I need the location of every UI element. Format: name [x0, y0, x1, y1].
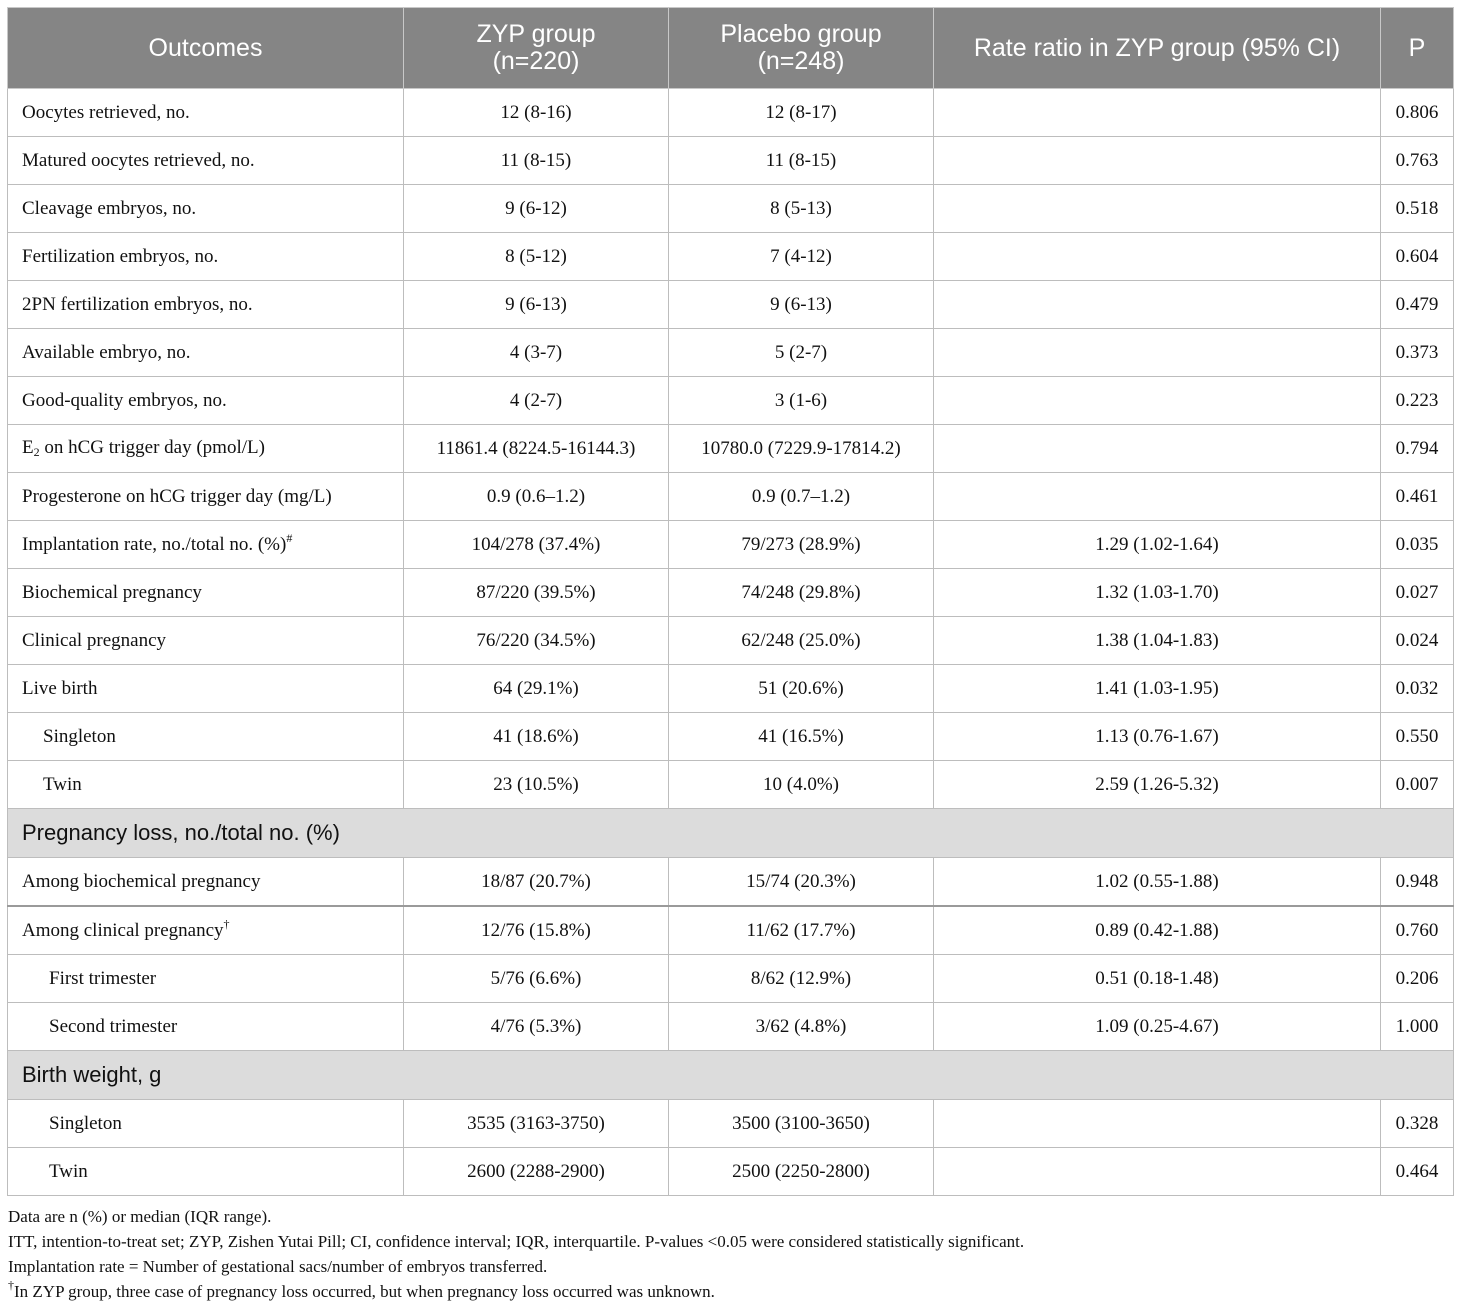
table-row — [8, 185, 1454, 233]
zyp-value: 64 (29.1%) — [404, 665, 669, 713]
rate-ratio-value — [934, 377, 1381, 425]
row-label: Twin — [8, 761, 404, 809]
rate-ratio-value: 1.29 (1.02-1.64) — [934, 521, 1381, 569]
p-value: 0.518 — [1381, 185, 1454, 233]
placebo-value: 11/62 (17.7%) — [669, 906, 934, 955]
zyp-value: 4/76 (5.3%) — [404, 1003, 669, 1051]
placebo-value: 3/62 (4.8%) — [669, 1003, 934, 1051]
footnote-line: Implantation rate = Number of gestational sacs/number of embryos transferred. — [8, 1257, 548, 1276]
table-row — [8, 617, 1454, 665]
footnote-mark: # — [286, 530, 293, 545]
rate-ratio-value — [934, 233, 1381, 281]
p-value: 0.007 — [1381, 761, 1454, 809]
rate-ratio-value — [934, 329, 1381, 377]
row-label — [8, 521, 404, 569]
rate-ratio-value — [934, 1148, 1381, 1196]
table-row — [8, 858, 1454, 907]
zyp-value: 12 (8-16) — [404, 89, 669, 137]
table-row — [8, 281, 1454, 329]
rate-ratio-value: 0.51 (0.18-1.48) — [934, 955, 1381, 1003]
header-placebo-line1: Placebo group — [720, 20, 882, 48]
zyp-value: 4 (3-7) — [404, 329, 669, 377]
placebo-value: 10780.0 (7229.9-17814.2) — [669, 425, 934, 473]
p-value: 0.948 — [1381, 858, 1454, 907]
table-row — [8, 761, 1454, 809]
rate-ratio-value: 1.32 (1.03-1.70) — [934, 569, 1381, 617]
row-label: Biochemical pregnancy — [8, 569, 404, 617]
zyp-value: 23 (10.5%) — [404, 761, 669, 809]
row-label-suffix: on hCG trigger day (pmol/L) — [39, 437, 265, 458]
row-label: Twin — [8, 1148, 404, 1196]
header-placebo-group — [669, 8, 934, 89]
table-row — [8, 425, 1454, 473]
rate-ratio-value — [934, 473, 1381, 521]
placebo-value: 0.9 (0.7–1.2) — [669, 473, 934, 521]
rate-ratio-value — [934, 137, 1381, 185]
rate-ratio-value: 1.41 (1.03-1.95) — [934, 665, 1381, 713]
rate-ratio-value: 0.89 (0.42-1.88) — [934, 906, 1381, 955]
placebo-value: 8/62 (12.9%) — [669, 955, 934, 1003]
p-value: 0.550 — [1381, 713, 1454, 761]
table-row — [8, 665, 1454, 713]
table-row — [8, 233, 1454, 281]
placebo-value: 3 (1-6) — [669, 377, 934, 425]
p-value: 0.763 — [1381, 137, 1454, 185]
p-value: 0.328 — [1381, 1100, 1454, 1148]
p-value: 0.032 — [1381, 665, 1454, 713]
rate-ratio-value — [934, 425, 1381, 473]
section-title: Pregnancy loss, no./total no. (%) — [8, 809, 1454, 858]
placebo-value: 12 (8-17) — [669, 89, 934, 137]
header-p — [1381, 8, 1454, 89]
footnote-line: Data are n (%) or median (IQR range). — [8, 1207, 272, 1226]
placebo-value: 5 (2-7) — [669, 329, 934, 377]
rate-ratio-value — [934, 281, 1381, 329]
header-placebo-line2: (n=248) — [757, 47, 845, 75]
table-row — [8, 569, 1454, 617]
table-row — [8, 1100, 1454, 1148]
footnote-line: ITT, intention-to-treat set; ZYP, Zishen Yutai Pill; CI, confidence interval; IQR, interquartile. P-values <0.05 were considered statistically significant. — [8, 1232, 1025, 1251]
p-value: 0.206 — [1381, 955, 1454, 1003]
table-row — [8, 1003, 1454, 1051]
zyp-value: 12/76 (15.8%) — [404, 906, 669, 955]
placebo-value: 7 (4-12) — [669, 233, 934, 281]
outcomes-table-container — [7, 7, 1453, 1304]
zyp-value: 8 (5-12) — [404, 233, 669, 281]
p-value: 0.794 — [1381, 425, 1454, 473]
placebo-value: 9 (6-13) — [669, 281, 934, 329]
zyp-value: 2600 (2288-2900) — [404, 1148, 669, 1196]
row-label: Singleton — [8, 713, 404, 761]
header-zyp-line1: ZYP group — [476, 20, 596, 48]
placebo-value: 3500 (3100-3650) — [669, 1100, 934, 1148]
row-label: Singleton — [8, 1100, 404, 1148]
row-label: 2PN fertilization embryos, no. — [8, 281, 404, 329]
zyp-value: 11861.4 (8224.5-16144.3) — [404, 425, 669, 473]
row-label — [8, 425, 404, 473]
zyp-value: 18/87 (20.7%) — [404, 858, 669, 907]
zyp-value: 41 (18.6%) — [404, 713, 669, 761]
footnote-mark: † — [223, 916, 230, 931]
table-row — [8, 713, 1454, 761]
zyp-value: 3535 (3163-3750) — [404, 1100, 669, 1148]
table-row — [8, 89, 1454, 137]
header-outcomes-text: Outcomes — [148, 33, 263, 62]
row-label: Matured oocytes retrieved, no. — [8, 137, 404, 185]
placebo-value: 51 (20.6%) — [669, 665, 934, 713]
row-label-text: Implantation rate, no./total no. (%) — [22, 533, 287, 555]
p-value: 0.479 — [1381, 281, 1454, 329]
table-row — [8, 473, 1454, 521]
header-zyp-line2: (n=220) — [492, 47, 580, 75]
section-row-birth-weight — [8, 1051, 1454, 1100]
zyp-value: 9 (6-12) — [404, 185, 669, 233]
row-label — [8, 906, 404, 955]
rate-ratio-value — [934, 1100, 1381, 1148]
footnote-line — [8, 1279, 1453, 1304]
table-row — [8, 377, 1454, 425]
p-value: 0.760 — [1381, 906, 1454, 955]
rate-ratio-value: 1.02 (0.55-1.88) — [934, 858, 1381, 907]
table-header — [8, 8, 1454, 89]
rate-ratio-value: 1.13 (0.76-1.67) — [934, 713, 1381, 761]
section-title: Birth weight, g — [8, 1051, 1454, 1100]
row-label: Live birth — [8, 665, 404, 713]
p-value: 0.024 — [1381, 617, 1454, 665]
rate-ratio-value — [934, 185, 1381, 233]
placebo-value: 15/74 (20.3%) — [669, 858, 934, 907]
row-label: Good-quality embryos, no. — [8, 377, 404, 425]
row-label: Cleavage embryos, no. — [8, 185, 404, 233]
table-footnotes — [7, 1204, 1453, 1304]
p-value: 0.461 — [1381, 473, 1454, 521]
p-value: 0.373 — [1381, 329, 1454, 377]
placebo-value: 10 (4.0%) — [669, 761, 934, 809]
table-body — [8, 89, 1454, 1196]
zyp-value: 9 (6-13) — [404, 281, 669, 329]
table-row — [8, 955, 1454, 1003]
p-value: 1.000 — [1381, 1003, 1454, 1051]
row-label: Clinical pregnancy — [8, 617, 404, 665]
rate-ratio-value: 2.59 (1.26-5.32) — [934, 761, 1381, 809]
p-value: 0.035 — [1381, 521, 1454, 569]
p-value: 0.806 — [1381, 89, 1454, 137]
zyp-value: 5/76 (6.6%) — [404, 955, 669, 1003]
zyp-value: 4 (2-7) — [404, 377, 669, 425]
header-p-text: P — [1408, 33, 1426, 62]
section-row-pregnancy-loss — [8, 809, 1454, 858]
row-label: Progesterone on hCG trigger day (mg/L) — [8, 473, 404, 521]
zyp-value: 87/220 (39.5%) — [404, 569, 669, 617]
p-value: 0.223 — [1381, 377, 1454, 425]
p-value: 0.604 — [1381, 233, 1454, 281]
placebo-value: 2500 (2250-2800) — [669, 1148, 934, 1196]
p-value: 0.027 — [1381, 569, 1454, 617]
row-label: Among biochemical pregnancy — [8, 858, 404, 907]
row-label: First trimester — [8, 955, 404, 1003]
header-row — [8, 8, 1454, 89]
row-label: Oocytes retrieved, no. — [8, 89, 404, 137]
zyp-value: 11 (8-15) — [404, 137, 669, 185]
header-rate-ratio — [934, 8, 1381, 89]
zyp-value: 76/220 (34.5%) — [404, 617, 669, 665]
rate-ratio-value: 1.38 (1.04-1.83) — [934, 617, 1381, 665]
placebo-value: 79/273 (28.9%) — [669, 521, 934, 569]
table-row — [8, 521, 1454, 569]
row-label-text: Among clinical pregnancy — [22, 919, 224, 941]
zyp-value: 104/278 (37.4%) — [404, 521, 669, 569]
placebo-value: 62/248 (25.0%) — [669, 617, 934, 665]
header-zyp-group — [404, 8, 669, 89]
placebo-value: 74/248 (29.8%) — [669, 569, 934, 617]
placebo-value: 8 (5-13) — [669, 185, 934, 233]
rate-ratio-value: 1.09 (0.25-4.67) — [934, 1003, 1381, 1051]
header-rate-ratio-text: Rate ratio in ZYP group (95% CI) — [973, 33, 1341, 62]
row-label-prefix: E — [22, 437, 34, 458]
table-row — [8, 329, 1454, 377]
footnote-mark: † — [8, 1278, 14, 1292]
placebo-value: 41 (16.5%) — [669, 713, 934, 761]
table-row — [8, 137, 1454, 185]
header-outcomes — [8, 8, 404, 89]
row-label: Second trimester — [8, 1003, 404, 1051]
outcomes-table — [7, 7, 1454, 1196]
row-label: Available embryo, no. — [8, 329, 404, 377]
rate-ratio-value — [934, 89, 1381, 137]
footnote-text: In ZYP group, three case of pregnancy loss occurred, but when pregnancy loss occurred was unknown. — [14, 1282, 715, 1301]
table-row — [8, 906, 1454, 955]
p-value: 0.464 — [1381, 1148, 1454, 1196]
placebo-value: 11 (8-15) — [669, 137, 934, 185]
table-row — [8, 1148, 1454, 1196]
zyp-value: 0.9 (0.6–1.2) — [404, 473, 669, 521]
row-label-subscript: 2 — [33, 445, 40, 459]
row-label: Fertilization embryos, no. — [8, 233, 404, 281]
